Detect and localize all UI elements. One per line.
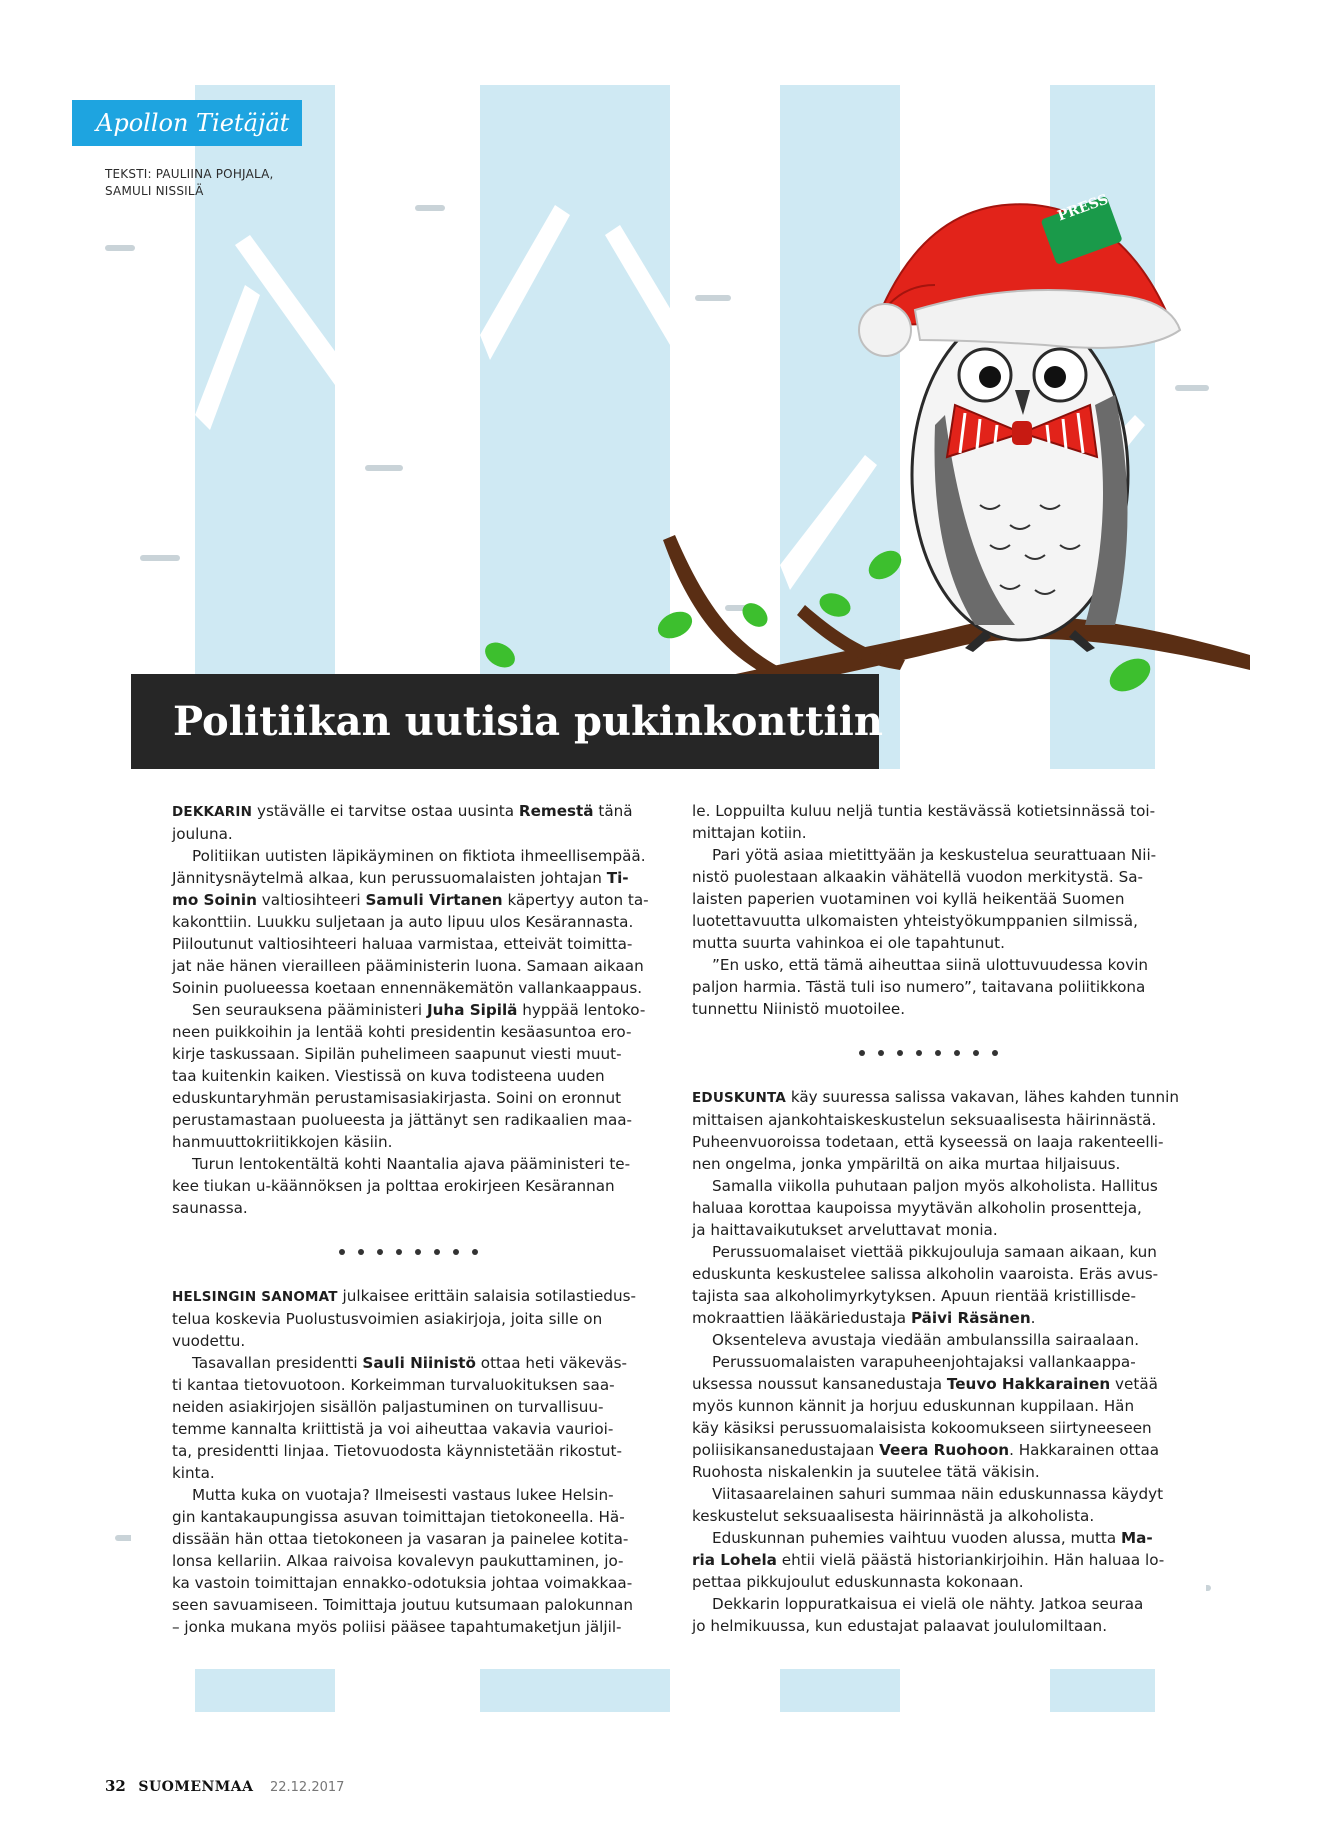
text-segment: laisten paperien vuotaminen voi kyllä heikentää Suomen [692,890,1125,908]
text-segment: Turun lentokentältä kohti Naantalia ajava pääministeri te- [192,1155,631,1173]
text-line [172,977,644,999]
byline [105,166,274,200]
text-segment: mutta suurta vahinkoa ei ole tapahtunut. [692,934,1005,952]
text-line [692,910,1164,932]
text-segment: perustamastaan puolueesta ja jättänyt sen radikaalien maa- [172,1111,633,1129]
text-segment: Sen seurauksena pääministeri [192,1001,427,1019]
text-segment: Politiikan uutisten läpikäyminen on fiktiota ihmeellisempää. [192,847,646,865]
text-line [692,1109,1164,1131]
text-segment: . [1030,1309,1036,1327]
text-line [692,954,1164,976]
text-line [692,1307,1164,1329]
text-line [692,1175,1164,1197]
text-segment: Jännitysnäytelmä alkaa, kun perussuomalaisten johtajan [172,869,607,887]
text-line [172,1175,644,1197]
text-segment: gin kantakaupungissa asuvan toimittajan tietokoneella. Hä- [172,1508,625,1526]
separator-dot [472,1249,478,1255]
text-segment: ja haittavaikutukset arveluttavat monia. [692,1221,998,1239]
page-number: 32 [105,1777,126,1795]
text-line [172,845,644,867]
text-segment: nen ongelma, jonka ympäriltä on aika murtaa hiljaisuus. [692,1155,1121,1173]
bold-name: Teuvo Hakkarainen [946,1375,1111,1393]
text-segment: ta, presidentti linjaa. Tietovuodosta käynnistetään rikostut- [172,1442,622,1460]
text-segment: Pari yötä asiaa mietittyään ja keskustelua seurattuaan Nii- [712,846,1157,864]
text-line [172,1065,644,1087]
text-segment: kirje taskussaan. Sipilän puhelimeen saapunut viesti muut- [172,1045,622,1063]
text-segment: jo helmikuussa, kun edustajat palaavat joululomiltaan. [692,1617,1108,1635]
bold-name: Sauli Niinistö [362,1354,476,1372]
separator-dot [859,1050,865,1056]
text-line [172,823,644,845]
text-line [692,976,1164,998]
text-line [172,1550,644,1572]
bold-name: Ma- [1121,1529,1153,1547]
byline-line-2: SAMULI NISSILÄ [105,184,204,198]
text-segment: jat näe hänen vierailleen pääministerin luona. Samaan aikaan [172,957,644,975]
text-segment: tajista saa alkoholimyrkytyksen. Apuun rientää kristillisde- [692,1287,1136,1305]
magazine-name: SUOMENMAA [138,1779,254,1795]
separator-dot [377,1249,383,1255]
text-segment: keskustelut seksuaalisesta häirinnästä ja alkoholista. [692,1507,1095,1525]
text-segment: haluaa korottaa kaupoissa myytävän alkoholin prosentteja, [692,1199,1142,1217]
section-tag: Apollon Tietäjät [72,100,302,146]
separator-dot [954,1050,960,1056]
text-line [172,1352,644,1374]
lead-in-word: HELSINGIN SANOMAT [172,1289,338,1305]
article-column-left [172,800,649,1638]
text-segment: julkaisee erittäin salaisia sotilastiedus- [337,1287,636,1305]
text-segment: Oksenteleva avustaja viedään ambulanssilla sairaalaan. [712,1331,1140,1349]
text-segment: Tasavallan presidentti [192,1354,363,1372]
text-segment: Puheenvuoroissa todetaan, että kyseessä on laaja rakenteelli- [692,1133,1164,1151]
text-line [692,932,1164,954]
text-line [692,1263,1164,1285]
text-segment: Perussuomalaisten varapuheenjohtajaksi vallankaappa- [712,1353,1136,1371]
text-line [692,998,1164,1020]
text-segment: käy suuressa salissa vakavan, lähes kahden tunnin [786,1088,1180,1106]
byline-line-1: TEKSTI: PAULIINA POHJALA, [105,167,274,181]
text-line [692,1131,1164,1153]
separator-dot [897,1050,903,1056]
text-segment: ottaa heti väkeväs- [475,1354,627,1372]
lead-in-word: DEKKARIN [172,804,253,820]
separator-dot [415,1249,421,1255]
text-line [172,1462,644,1484]
issue-date: 22.12.2017 [269,1780,345,1795]
text-segment: kee tiukan u-käännöksen ja polttaa erokirjeen Kesärannan [172,1177,615,1195]
text-line [172,911,644,933]
text-segment: vuodettu. [172,1332,246,1350]
text-segment: nistö puolestaan alkaakin vähätellä vuodon merkitystä. Sa- [692,868,1144,886]
text-segment: ti kantaa tietovuotoon. Korkeimman turvaluokituksen saa- [172,1376,615,1394]
text-segment: dissään hän ottaa tietokoneen ja vasaran ja painelee kotita- [172,1530,629,1548]
text-line [172,889,649,911]
text-segment: saunassa. [172,1199,248,1217]
text-line [692,1571,1164,1593]
separator-dot [358,1249,364,1255]
text-line [692,1593,1164,1615]
paragraph-lead-line [172,1285,644,1308]
text-line [172,1506,644,1528]
bold-name: Veera Ruohoon [879,1441,1010,1459]
text-line [692,1395,1164,1417]
separator-dot [878,1050,884,1056]
text-segment: le. Loppuilta kuluu neljä tuntia kestävässä kotietsinnässä toi- [692,802,1156,820]
text-segment: mittajan kotiin. [692,824,807,842]
text-segment: ”En usko, että tämä aiheuttaa siinä ulottuvuudessa kovin [712,956,1149,974]
text-line [172,1440,644,1462]
text-segment: uksessa noussut kansanedustaja [692,1375,947,1393]
text-line [692,1615,1164,1637]
text-segment: seen savuamiseen. Toimittaja joutuu kutsumaan palokunnan [172,1596,633,1614]
text-segment: Soinin puolueessa koetaan ennennäkemätön vallankaappaus. [172,979,643,997]
text-segment: telua koskevia Puolustusvoimien asiakirjoja, joita sille on [172,1310,603,1328]
text-line [692,1285,1164,1307]
text-line [172,1528,644,1550]
text-segment: poliisikansanedustajaan [692,1441,880,1459]
text-line [692,1329,1164,1351]
text-segment: temme kannalta kriittistä ja voi aiheuttaa vakavia vaurioi- [172,1420,614,1438]
text-segment: neen puikkoihin ja lentää kohti presidentin kesäasuntoa ero- [172,1023,632,1041]
bold-name: mo Soinin [172,891,257,909]
text-segment: Dekkarin loppuratkaisua ei vielä ole nähty. Jatkoa seuraa [712,1595,1144,1613]
text-line [172,1131,644,1153]
text-line [692,866,1164,888]
text-line [692,1197,1164,1219]
lead-in-word: EDUSKUNTA [692,1090,787,1106]
text-line [692,1219,1164,1241]
text-segment: tunnettu Niinistö muotoilee. [692,1000,906,1018]
text-segment: lonsa kellariin. Alkaa raivoisa kovalevyn paukuttaminen, jo- [172,1552,624,1570]
text-line [692,822,1164,844]
text-segment: . Hakkarainen ottaa [1009,1441,1160,1459]
bold-name: Samuli Virtanen [365,891,503,909]
text-line [692,844,1164,866]
bold-name: Juha Sipilä [426,1001,518,1019]
text-line [692,1461,1164,1483]
text-segment: mittaisen ajankohtaiskeskustelun seksuaalisesta häirinnästä. [692,1111,1157,1129]
text-segment: käpertyy auton ta- [502,891,649,909]
text-segment: eduskunta keskustelee salissa alkoholin vaaroista. Eräs avus- [692,1265,1159,1283]
bold-name: Ti- [606,869,629,887]
text-segment: Ruohosta niskalenkin ja suutelee tätä väkisin. [692,1463,1040,1481]
text-segment: Eduskunnan puhemies vaihtuu vuoden alussa, mutta [712,1529,1121,1547]
text-segment: mokraattien lääkäriedustaja [692,1309,911,1327]
separator-dot [973,1050,979,1056]
text-line [172,1616,644,1638]
separator-dot [453,1249,459,1255]
text-line [172,1109,644,1131]
text-segment: luotettavuutta ulkomaisten yhteistyökumppanien silmissä, [692,912,1138,930]
text-segment: paljon harmia. Tästä tuli iso numero”, taitavana poliitikkona [692,978,1146,996]
paragraph-lead-line [172,800,644,823]
text-line [692,1153,1164,1175]
text-segment: jouluna. [172,825,233,843]
text-segment: ka vastoin toimittajan ennakko-odotuksia johtaa voimakkaa- [172,1574,633,1592]
text-line [692,1505,1164,1527]
separator-dot [396,1249,402,1255]
text-line [692,1351,1164,1373]
page-footer [105,1777,344,1795]
text-segment: tänä [593,802,633,820]
text-segment: valtiosihteeri [256,891,366,909]
text-segment: Perussuomalaiset viettää pikkujouluja samaan aikaan, kun [712,1243,1157,1261]
text-line [692,1483,1164,1505]
text-segment: hanmuuttokriitikkojen käsiin. [172,1133,393,1151]
text-segment: myös kunnon kännit ja horjuu eduskunnan kuppilaan. Hän [692,1397,1135,1415]
separator-dot [992,1050,998,1056]
text-segment: Piiloutunut valtiosihteeri haluaa varmistaa, etteivät toimitta- [172,935,633,953]
text-line [172,1043,644,1065]
article-column-right [692,800,1180,1637]
section-separator-dots [692,1020,1164,1086]
text-line [692,1373,1164,1395]
text-segment: käy käsiksi perussuomalaisista kokoomukseen siirtyneeseen [692,1419,1152,1437]
section-separator-dots [172,1219,644,1285]
text-line [172,1374,644,1396]
paragraph-lead-line [692,1086,1180,1109]
separator-dot [916,1050,922,1056]
text-segment: pettaa pikkujoulut eduskunnasta kokonaan. [692,1573,1024,1591]
hat-badge-label: PRESS [1055,191,1111,225]
text-line [692,1417,1164,1439]
text-line [172,1594,644,1616]
bold-name: Päivi Räsänen [910,1309,1031,1327]
text-segment: eduskuntaryhmän perustamisasiakirjasta. Soini on eronnut [172,1089,622,1107]
text-segment: Mutta kuka on vuotaja? Ilmeisesti vastaus lukee Helsin- [192,1486,614,1504]
text-line [172,1330,644,1352]
text-line [172,1153,644,1175]
text-segment: Viitasaarelainen sahuri summaa näin eduskunnassa käydyt [712,1485,1164,1503]
text-segment: ystävälle ei tarvitse ostaa uusinta [252,802,519,820]
text-line [692,800,1164,822]
text-line [172,1484,644,1506]
text-line [172,1308,644,1330]
text-line [172,1197,644,1219]
text-segment: hyppää lentoko- [517,1001,646,1019]
text-line [172,1572,644,1594]
bold-name: ria Lohela [692,1551,777,1569]
text-segment: ehtii vielä päästä historiankirjoihin. Hän haluaa lo- [776,1551,1165,1569]
text-line [172,867,644,889]
text-line [172,1087,644,1109]
text-line [172,1021,644,1043]
separator-dot [935,1050,941,1056]
text-segment: neiden asiakirjojen sisällön paljastuminen on turvallisuu- [172,1398,604,1416]
text-line [172,1396,644,1418]
text-line [692,1527,1164,1549]
text-segment: taa kuitenkin kaiken. Viestissä on kuva todisteena uuden [172,1067,605,1085]
text-segment: – jonka mukana myös poliisi pääsee tapahtumaketjun jäljil- [172,1618,622,1636]
text-line [692,1241,1164,1263]
separator-dot [339,1249,345,1255]
headline: Politiikan uutisia pukinkonttiin [131,674,879,769]
text-segment: Samalla viikolla puhutaan paljon myös alkoholista. Hallitus [712,1177,1158,1195]
text-segment: kakonttiin. Luukku suljetaan ja auto lipuu ulos Kesärannasta. [172,913,634,931]
text-line [172,955,644,977]
text-line [172,1418,644,1440]
text-line [692,888,1164,910]
bold-name: Remestä [518,802,594,820]
separator-dot [434,1249,440,1255]
text-segment: kinta. [172,1464,215,1482]
text-segment: vetää [1110,1375,1158,1393]
text-line [692,1549,1164,1571]
text-line [692,1439,1164,1461]
text-line [172,933,644,955]
text-line [172,999,644,1021]
